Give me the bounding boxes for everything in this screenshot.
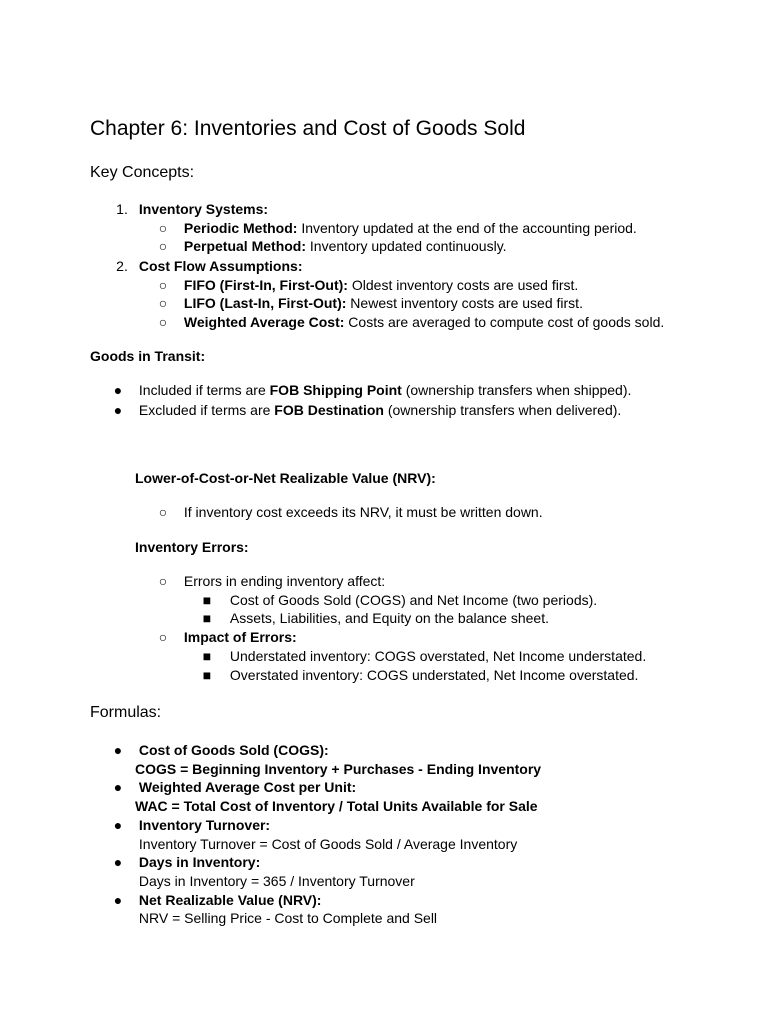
error-text: Errors in ending inventory affect: [183,573,386,589]
disc-bullet-icon: ● [113,817,123,833]
section-heading-text: Goods in Transit: [90,348,206,364]
circle-bullet-icon: ○ [158,295,168,311]
formula-item [110,817,270,834]
formula-expression [135,761,541,778]
circle-bullet-icon: ○ [158,277,168,293]
sub-item-label: LIFO (Last-In, First-Out): [183,295,347,311]
transit-item [110,402,621,419]
disc-bullet-icon: ● [113,779,123,795]
error-sub-text: Assets, Liabilities, and Equity on the balance sheet. [229,610,549,626]
formula-label: Weighted Average Cost per Unit: [138,779,357,795]
error-sub-text: Understated inventory: COGS overstated, Net Income understated. [229,648,647,664]
circle-bullet-icon: ○ [158,504,168,520]
circle-bullet-icon: ○ [158,573,168,589]
circle-bullet-icon: ○ [158,629,168,645]
disc-bullet-icon: ● [113,892,123,908]
formula-text: COGS = Beginning Inventory + Purchases - Ending Inventory [135,761,542,777]
formula-label: Cost of Goods Sold (COGS): [138,742,329,758]
square-bullet-icon: ■ [202,667,212,683]
formula-item [110,742,329,759]
sub-item [155,314,664,331]
sub-item [155,277,578,294]
transit-term: FOB Destination [274,402,384,418]
error-sub-item [200,648,646,665]
formula-item [110,892,321,909]
error-sub-item [200,610,549,627]
goods-in-transit-heading [90,348,205,365]
key-concept-label: Cost Flow Assumptions: [138,258,303,274]
sub-item [155,295,583,312]
list-number: 1. [116,201,128,217]
sub-item-text: Inventory updated continuously. [306,238,507,254]
transit-item [110,382,631,399]
error-sub-text: Cost of Goods Sold (COGS) and Net Income (two periods). [229,592,598,608]
formulas-heading: Formulas: [90,704,162,721]
square-bullet-icon: ■ [202,648,212,664]
error-sub-item [200,667,638,684]
transit-term: FOB Shipping Point [269,382,402,398]
disc-bullet-icon: ● [113,382,123,398]
formula-text: WAC = Total Cost of Inventory / Total Units Available for Sale [135,798,538,814]
sub-item-label: Weighted Average Cost: [183,314,345,330]
inventory-errors-heading [135,539,249,556]
square-bullet-icon: ■ [202,592,212,608]
circle-bullet-icon: ○ [158,314,168,330]
sub-item-label: Periodic Method: [183,220,298,236]
error-item [155,573,385,590]
disc-bullet-icon: ● [113,742,123,758]
formula-expression: Inventory Turnover = Cost of Goods Sold / Average Inventory [135,836,518,852]
square-bullet-icon: ■ [202,610,212,626]
circle-bullet-icon: ○ [158,238,168,254]
error-sub-text: Overstated inventory: COGS understated, Net Income overstated. [229,667,639,683]
key-concepts-heading: Key Concepts: [90,164,195,181]
sub-item-label: Perpetual Method: [183,238,307,254]
section-heading-text: Lower-of-Cost-or-Net Realizable Value (NRV): [135,470,436,486]
formula-expression: NRV = Selling Price - Cost to Complete and Sell [135,910,438,926]
disc-bullet-icon: ● [113,854,123,870]
error-label: Impact of Errors: [183,629,297,645]
sub-item [155,220,637,237]
list-number: 2. [116,258,128,274]
sub-item-text: Newest inventory costs are used first. [346,295,583,311]
formula-expression [135,798,538,815]
circle-bullet-icon: ○ [158,220,168,236]
formula-item [110,854,260,871]
transit-text-pre: Included if terms are [138,382,270,398]
key-concept-item-2 [112,258,302,275]
key-concept-label: Inventory Systems: [138,201,269,217]
transit-text-pre: Excluded if terms are [138,402,275,418]
sub-item [155,238,507,255]
transit-text-post: (ownership transfers when shipped). [401,382,632,398]
section-heading-text: Inventory Errors: [135,539,249,555]
key-concept-item-1 [112,201,268,218]
error-sub-item [200,592,597,609]
transit-text-post: (ownership transfers when delivered). [383,402,622,418]
nrv-item [155,504,543,521]
nrv-text: If inventory cost exceeds its NRV, it must be written down. [183,504,543,520]
formula-label: Net Realizable Value (NRV): [138,892,322,908]
sub-item-text: Inventory updated at the end of the accounting period. [297,220,637,236]
formula-label: Inventory Turnover: [138,817,271,833]
sub-item-label: FIFO (First-In, First-Out): [183,277,348,293]
sub-item-text: Oldest inventory costs are used first. [347,277,579,293]
formula-expression: Days in Inventory = 365 / Inventory Turnover [135,873,415,889]
error-item [155,629,297,646]
sub-item-text: Costs are averaged to compute cost of goods sold. [344,314,665,330]
disc-bullet-icon: ● [113,402,123,418]
nrv-heading [135,470,436,487]
formula-label: Days in Inventory: [138,854,261,870]
formula-item [110,779,356,796]
page-title: Chapter 6: Inventories and Cost of Goods Sold [90,117,526,140]
